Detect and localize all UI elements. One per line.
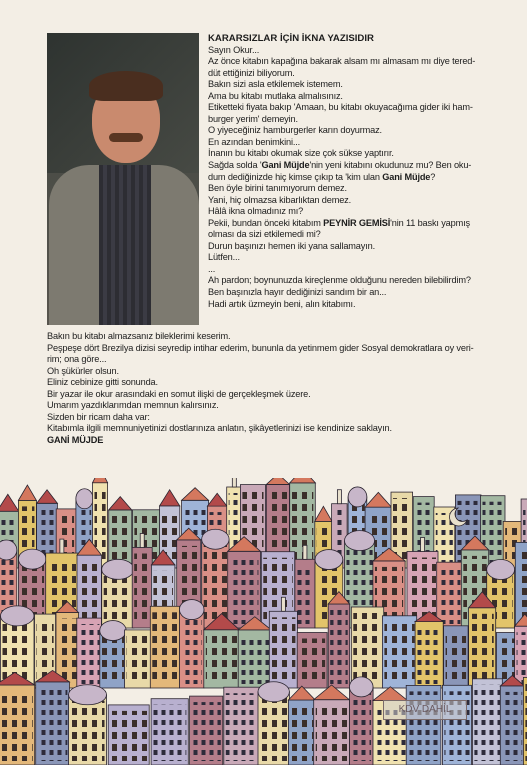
building-windows xyxy=(79,624,100,684)
dome xyxy=(179,600,204,620)
building-windows xyxy=(0,691,33,761)
text-line: O yiyeceğiniz hamburgerler karın doyurmaz. xyxy=(208,125,382,136)
building-windows xyxy=(71,701,105,761)
text-line: Sağda solda 'Gani Müjde'nin yeni kitabını okudunuz mu? Ben oku- xyxy=(208,160,472,171)
text-line: ... xyxy=(208,263,216,274)
roof xyxy=(160,490,180,506)
chimney xyxy=(303,545,307,559)
dome xyxy=(344,531,374,551)
dome xyxy=(102,559,134,579)
building-windows xyxy=(384,622,414,684)
dome xyxy=(315,550,343,570)
text-line: olması da sizi etkilemedi mi? xyxy=(208,229,321,240)
building-windows xyxy=(134,554,150,625)
building-windows xyxy=(299,639,325,685)
building-windows xyxy=(316,706,348,761)
building-windows xyxy=(192,702,221,761)
text-line: Umarım yazdıklarımdan memnun kalırsınız. xyxy=(47,400,219,411)
building-windows xyxy=(290,706,313,761)
dome xyxy=(487,560,515,580)
building-windows xyxy=(152,612,177,684)
roof xyxy=(315,506,332,521)
text-line: dum dediğinizde hiç kimse çıkıp ta 'kim ulan Gani Müjde? xyxy=(208,171,436,182)
building-windows xyxy=(297,565,313,624)
building-windows xyxy=(182,616,203,684)
roof xyxy=(109,497,132,510)
lower-paragraphs xyxy=(47,331,517,435)
building-windows xyxy=(271,617,295,684)
text-line: Sayın Okur... xyxy=(208,44,260,55)
roof xyxy=(266,478,289,484)
building-windows xyxy=(353,613,381,684)
text-line: En azından benimkini... xyxy=(208,136,301,147)
persuasion-text-upper xyxy=(208,33,513,310)
author-signature: GANİ MÜJDE xyxy=(47,434,104,445)
dome xyxy=(100,621,126,641)
author-photo xyxy=(47,33,199,325)
text-line: Durun başınızı hemen iki yana sallamayın. xyxy=(208,240,375,251)
dome xyxy=(348,487,367,507)
persuasion-text-lower xyxy=(47,331,517,446)
upper-paragraphs xyxy=(208,45,513,311)
building-windows xyxy=(110,711,147,761)
dome xyxy=(69,685,107,705)
text-line: Yani, hiç olmazsa kibarlıktan demez. xyxy=(208,194,352,205)
chimney xyxy=(232,478,236,487)
building-windows xyxy=(502,692,522,761)
building-windows xyxy=(104,575,132,624)
chimney xyxy=(60,539,64,553)
text-line: Ama bu kitabı mutlaka almalısınız. xyxy=(208,90,343,101)
text-line: burger yerim' demeyin. xyxy=(208,113,298,124)
dome xyxy=(0,606,34,626)
building-windows xyxy=(226,693,258,761)
dome xyxy=(202,529,229,549)
building-windows xyxy=(260,698,287,761)
building-windows xyxy=(474,685,500,761)
dome xyxy=(18,549,46,569)
text-line: düt ettiğinizi biliyorum. xyxy=(208,67,295,78)
building-windows xyxy=(471,614,494,684)
text-line: Hâlâ ikna olmadınız mı? xyxy=(208,206,304,217)
text-line: Ah pardon; boynunuzda kireçlenme olduğunu nereden bilebilirdim? xyxy=(208,275,471,286)
text-line: Lütfen... xyxy=(208,252,240,263)
building-windows xyxy=(206,636,238,684)
building-windows xyxy=(517,548,527,624)
building-windows xyxy=(330,610,348,684)
text-line: Etiketteki fiyata bakıp 'Amaan, bu kitabı okuyacağıma gider iki ham- xyxy=(208,102,473,113)
text-line: Oh şükürler olsun. xyxy=(47,365,119,376)
dome xyxy=(349,677,373,697)
roof xyxy=(207,493,227,506)
text-line: Bakın bu kitabı almazsanız bileklerimi keserim. xyxy=(47,331,231,341)
chimney xyxy=(281,597,285,611)
dome xyxy=(0,540,17,560)
building-windows xyxy=(38,688,68,761)
chimney xyxy=(337,490,341,504)
text-line: Eliniz cebinize gitti sonunda. xyxy=(47,377,158,388)
text-line: Peşpeşe dört Brezilya dizisi seyredip intihar ederim, bununla da yetinmem gider Sosyal demokratlara oy veri- xyxy=(47,342,474,353)
text-line: Ben başınızla hayır dediğinizi sandım bir an... xyxy=(208,287,387,298)
building-windows xyxy=(240,636,269,684)
roof xyxy=(37,490,58,504)
roof xyxy=(290,478,316,483)
text-line: rim; ona göre... xyxy=(47,354,107,365)
building-windows xyxy=(352,693,372,761)
building-windows xyxy=(127,636,149,684)
text-title: KARARSIZLAR İÇİN İKNA YAZISIDIR xyxy=(208,33,374,44)
roof xyxy=(18,485,36,500)
text-line: Az önce kitabın kapağına bakarak alsam mı almasam mı diye tered- xyxy=(208,56,476,67)
city-illustration xyxy=(0,478,527,765)
building-windows xyxy=(58,619,77,684)
text-line: Kitabımla ilgili memnuniyetinizi dostlarınıza anlatın, şikâyetlerinizi ise kendinize saklayın. xyxy=(47,423,392,434)
text-line: Ben öyle birini tanımıyorum demez. xyxy=(208,183,347,194)
roof xyxy=(373,687,408,701)
building-windows xyxy=(153,705,186,761)
dome xyxy=(258,682,289,702)
roof xyxy=(365,492,391,507)
roof xyxy=(0,494,19,511)
text-line: Bir yazar ile okur arasındaki en somut ilişki de gerçekleşmek üzere. xyxy=(47,388,311,399)
building-windows xyxy=(230,557,259,624)
building-windows xyxy=(439,568,461,624)
dome xyxy=(76,489,93,509)
text-line: Hadi artık üzmeyin beni, alın kitabımı. xyxy=(208,298,356,309)
building-windows xyxy=(446,632,467,684)
price-sticker: KDV DAHİL xyxy=(383,700,467,720)
building-windows xyxy=(79,561,99,624)
roof xyxy=(93,478,108,483)
text-line: Sizden bir ricam daha var: xyxy=(47,411,150,422)
chimney xyxy=(140,534,144,548)
text-line: İnanın bu kitabı okumak size çok sükse yaptırır. xyxy=(208,148,394,159)
chimney xyxy=(421,538,425,552)
text-line: Bakın sizi asla etkilemek istemem. xyxy=(208,79,343,90)
building-windows xyxy=(517,632,527,684)
building-windows xyxy=(111,516,130,564)
building-windows xyxy=(417,628,441,684)
text-line: Pekii, bundan önceki kitabım PEYNİR GEMİSİ'nin 11 baskı yapmış xyxy=(208,217,470,228)
roof xyxy=(182,488,209,501)
building-windows xyxy=(102,637,124,685)
building-windows xyxy=(204,545,227,624)
